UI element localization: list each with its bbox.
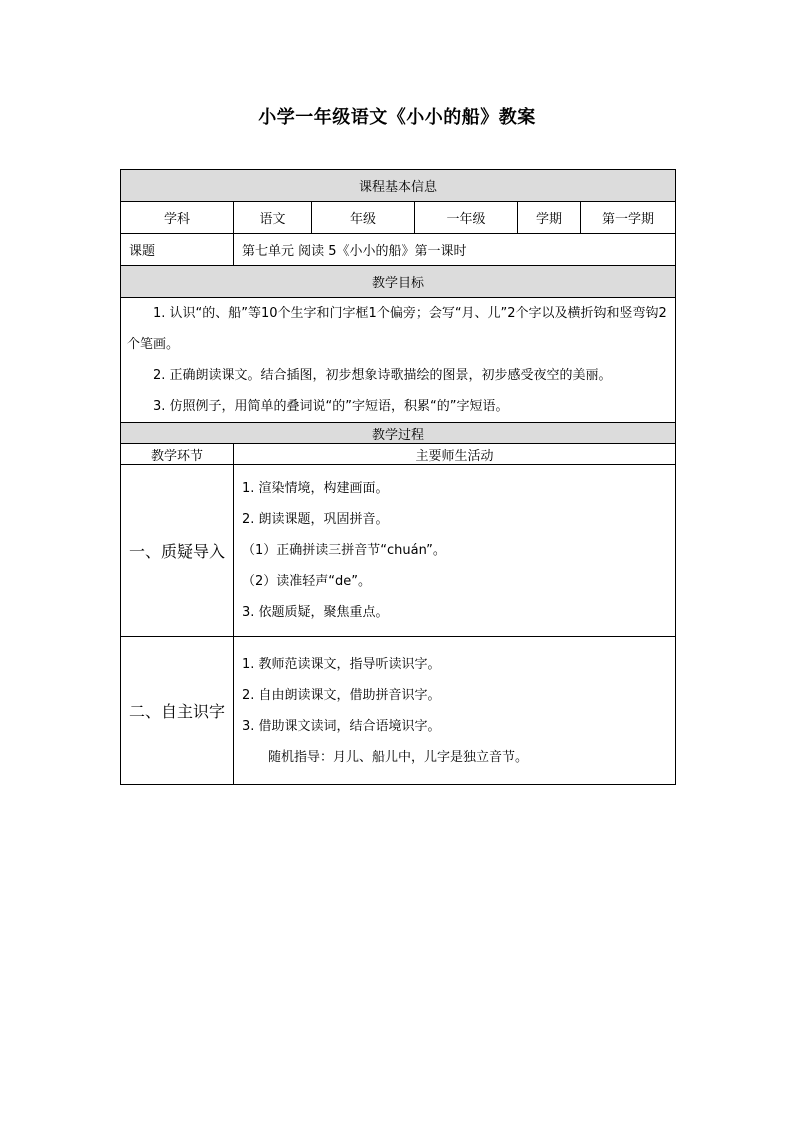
activity-line: （1）正确拼读三拼音节“chuán”。 xyxy=(242,543,446,558)
stage-activities xyxy=(234,465,676,637)
page-title: 小学一年级语文《小小的船》教案 xyxy=(258,107,536,128)
stage-activities xyxy=(234,637,676,785)
basic-info-header: 课程基本信息 xyxy=(121,170,676,202)
goals-header: 教学目标 xyxy=(121,266,676,298)
stage-column-header: 教学环节 xyxy=(121,444,234,465)
subject-label: 学科 xyxy=(121,202,234,234)
activity-line: 随机指导：月儿、船儿中，儿字是独立音节。 xyxy=(268,749,529,765)
term-value: 第一学期 xyxy=(581,202,676,234)
activity-line: 3. 依题质疑，聚焦重点。 xyxy=(242,605,389,620)
activity-line: 2. 自由朗读课文，借助拼音识字。 xyxy=(242,687,441,703)
activity-line: （2）读准轻声“de”。 xyxy=(242,574,371,589)
goals-body xyxy=(121,298,676,423)
activity-line: 1. 渲染情境，构建画面。 xyxy=(242,481,389,496)
activity-line: 1. 教师范读课文，指导听读识字。 xyxy=(242,656,441,672)
lesson-plan-table xyxy=(120,169,676,785)
activity-line: 2. 朗读课题，巩固拼音。 xyxy=(242,512,389,527)
grade-label: 年级 xyxy=(312,202,415,234)
stage-name: 一、质疑导入 xyxy=(121,465,234,637)
grade-value: 一年级 xyxy=(415,202,518,234)
goal-item: 1. 认识“的、船”等10个生字和门字框1个偏旁；会写“月、儿”2个字以及横折钩和竖弯钩2个笔画。 xyxy=(127,306,667,352)
process-header: 教学过程 xyxy=(121,423,676,444)
stage-name: 二、自主识字 xyxy=(121,637,234,785)
subject-value: 语文 xyxy=(234,202,312,234)
activity-line: 3. 借助课文读词，结合语境识字。 xyxy=(242,718,441,734)
topic-label: 课题 xyxy=(121,234,234,266)
activity-column-header: 主要师生活动 xyxy=(234,444,676,465)
goal-item: 2. 正确朗读课文。结合插图，初步想象诗歌描绘的图景，初步感受夜空的美丽。 xyxy=(153,368,612,383)
goal-item: 3. 仿照例子，用简单的叠词说“的”字短语，积累“的”字短语。 xyxy=(153,399,509,414)
term-label: 学期 xyxy=(518,202,581,234)
topic-value: 第七单元 阅读 5《小小的船》第一课时 xyxy=(234,234,676,266)
